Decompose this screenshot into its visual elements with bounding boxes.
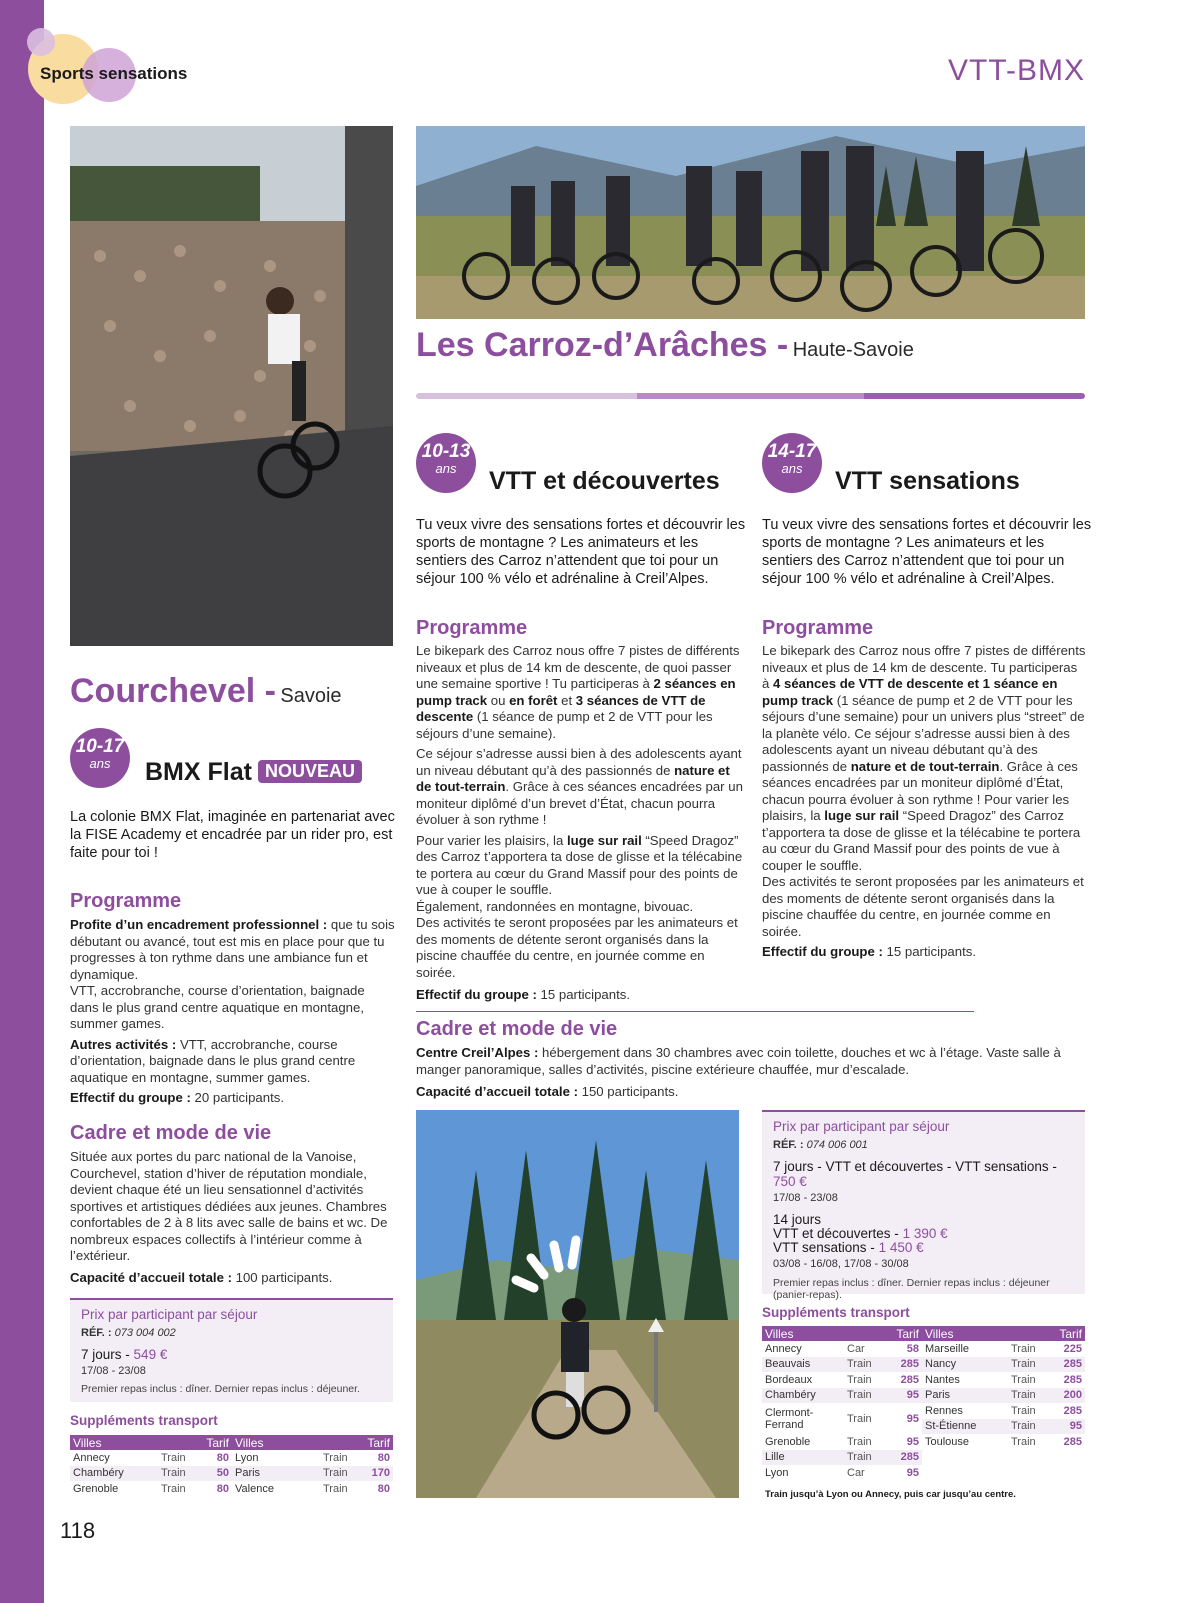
transport-title: Suppléments transport <box>70 1413 218 1428</box>
camp-title-vtt-sensations: VTT sensations <box>835 467 1020 495</box>
price-dates: 17/08 - 23/08 <box>81 1365 146 1377</box>
side-color-band <box>0 0 44 1603</box>
col-header: Villes <box>232 1435 320 1450</box>
col-header: Tarif <box>360 1435 393 1450</box>
col-header: Tarif <box>1048 1326 1085 1341</box>
table-row: Grenoble Train 95 Toulouse Train 285 <box>765 1435 1082 1448</box>
nouveau-badge: NOUVEAU <box>258 760 362 783</box>
col-header: Tarif <box>198 1435 232 1450</box>
transport-title: Suppléments transport <box>762 1305 910 1320</box>
table-row: Bordeaux Train 285 Nantes Train 285 <box>765 1373 1082 1386</box>
carroz-heading <box>416 326 914 365</box>
table-row: Chambéry Train 95 Paris Train 200 <box>762 1388 1085 1404</box>
transport-footnote: Train jusqu’à Lyon ou Annecy, puis car jusqu’au centre. <box>765 1489 1016 1500</box>
cadre-heading: Cadre et mode de vie <box>70 1122 272 1144</box>
price-title: Prix par participant par séjour <box>773 1119 950 1134</box>
age-badge-10-13 <box>416 433 476 493</box>
camp-intro: La colonie BMX Flat, imaginée en partenariat avec la FISE Academy et encadrée par un rider pro, est faite pour toi ! <box>70 809 395 861</box>
programme-heading: Programme <box>762 617 874 639</box>
table-row: St-Étienne Train 95 <box>762 1419 1085 1435</box>
price-7-days: 7 jours - VTT et découvertes - VTT sensations - 750 € <box>773 1159 1057 1189</box>
price-7-days: 7 jours - 549 € <box>81 1347 168 1362</box>
price-ref: RÉF. : 073 004 002 <box>81 1327 176 1339</box>
courchevel-price-box <box>70 1298 393 1402</box>
programme-heading: Programme <box>416 617 528 639</box>
carroz-group-photo <box>416 126 1085 319</box>
age-range: 10-13 <box>421 441 471 462</box>
price-ref: RÉF. : 074 006 001 <box>773 1139 868 1151</box>
cadre-text: Située aux portes du parc national de la Vanoise, Courchevel, station d’hiver de réputation mondiale, devient chaque été un lieu sensationnel d’activités sportives et artistiques dédiées aux jeunes. Chambres confortables de 2 à 8 lits avec salle de bains et wc. De nombreux espaces collectifs à l’intérieur comme à l’extérieur. Capacité d’accueil totale : 100 participants. <box>70 1149 388 1285</box>
downhill-rider-photo <box>416 1110 739 1498</box>
page-number: 118 <box>60 1518 96 1543</box>
age-badge-10-17 <box>70 728 130 788</box>
col-header: Villes <box>762 1326 844 1341</box>
table-row: Lille Train 285 <box>762 1450 1085 1466</box>
price-dates: 03/08 - 16/08, 17/08 - 30/08 <box>773 1258 909 1270</box>
table-row: Lyon Car 95 <box>765 1466 919 1479</box>
bmx-rider-photo <box>70 126 393 646</box>
courchevel-region: Savoie <box>280 685 342 707</box>
cadre-heading: Cadre et mode de vie <box>416 1018 618 1040</box>
price-note: Premier repas inclus : dîner. Dernier repas inclus : déjeuner (panier-repas). <box>773 1277 1050 1301</box>
programme-text: Profite d’un encadrement professionnel : que tu sois débutant ou avancé, tout est mis en place pour que tu progresses à ton rythme dans une ambiance fun et dynamique. VTT, accrobranche, course d’orientation, baignade dans le plus grand centre aquatique en montagne, summer games. Autres activités : VTT, accrobranche, course d’orientation, baignade dans le plus grand centre aquatique en montagne, summer games. Effectif du groupe : 20 participants. <box>70 917 395 1105</box>
programme-text: Le bikepark des Carroz nous offre 7 pistes de différents niveaux et plus de 14 km de descente. Tu participeras à 4 séances de VTT de descente et 1 séance en pump track (1 séance de pump et 2 de VTT pour les séjours d’une semaine) pour un univers plus “street” de la planète vélo. Ce séjour s’adresse aussi bien à des adolescents ayant un niveau débutant qu’à des passionnés de nature et de tout-terrain. Grâce à ces séances encadrées par un moniteur diplômé d’État, chacun pourra évoluer à son rythme ! Pour varier les plaisirs, la luge sur rail “Speed Dragoz” des Carroz t’apportera ta dose de glisse et la télécabine te portera au cœur du Grand Massif pour des points de vue à couper le souffle. Des activités te seront proposées par les animateurs et des moments de détente seront organisés dans la piscine chauffée du centre, en journée comme en soirée. Effectif du groupe : 15 participants. <box>762 643 1086 959</box>
age-range: 14-17 <box>767 441 817 462</box>
cadre-divider <box>416 1011 974 1012</box>
programme-heading: Programme <box>70 890 182 912</box>
col-header: Villes <box>922 1326 1008 1341</box>
programme-text: Le bikepark des Carroz nous offre 7 pistes de différents niveaux et plus de 14 km de descente, de quoi passer une semaine sportive ! Tu participeras à 2 séances en pump track ou en forêt et 3 séances de VTT de descente (1 séance de pump et 2 de VTT pour les séjours d’une semaine). Ce séjour s’adresse aussi bien à des adolescents ayant un niveau débutant qu’à des passionnés de nature et de tout-terrain. Grâce à ces séances encadrées par un moniteur diplômé d’un brevet d’État, chacun pourra évoluer à son rythme ! Pour varier les plaisirs, la luge sur rail “Speed Dragoz” des Carroz t’apportera ta dose de glisse et la télécabine te portera au cœur du Grand Massif pour des points de vue à couper le souffle. Également, randonnées en montagne, bivouac. Des activités te seront proposées par les animateurs et des moments de détente seront organisés dans la piscine chauffée du centre, en journée comme en soirée. Effectif du groupe : 15 participants. <box>416 643 743 1002</box>
col-header: Tarif <box>884 1326 922 1341</box>
courchevel-heading <box>70 672 342 711</box>
carroz-transport-table <box>762 1326 1085 1481</box>
price-dates: 17/08 - 23/08 <box>773 1192 838 1204</box>
cadre-text: Centre Creil’Alpes : hébergement dans 30 chambres avec coin toilette, douches et wc à l’étage. Vaste salle à manger panoramique, salles d’activités, piscine extérieure chauffée, mur d’escalade. Capacité d’accueil totale : 150 participants. <box>416 1045 1061 1099</box>
age-badge-14-17 <box>762 433 822 493</box>
courchevel-transport-table <box>70 1435 393 1497</box>
courchevel-place: Courchevel - <box>70 672 276 710</box>
price-14-days: 14 jours VTT et découvertes - 1 390 € VTT sensations - 1 450 € <box>773 1212 948 1255</box>
page-title: VTT-BMX <box>947 54 1085 87</box>
section-tag: Sports sensations <box>40 64 188 83</box>
table-row: Clermont-Ferrand Train 95 Rennes Train 285 <box>765 1404 1082 1431</box>
table-row: Grenoble Train 80 Valence Train 80 <box>73 1482 390 1495</box>
age-range: 10-17 <box>75 736 125 757</box>
carroz-place: Les Carroz-d’Arâches - <box>416 326 789 364</box>
carroz-region: Haute-Savoie <box>792 339 914 361</box>
carroz-price-box <box>762 1110 1085 1301</box>
price-note: Premier repas inclus : dîner. Dernier repas inclus : déjeuner. <box>81 1383 360 1395</box>
col-header: Villes <box>70 1435 158 1450</box>
section-divider <box>416 393 1085 399</box>
price-title: Prix par participant par séjour <box>81 1307 258 1322</box>
age-unit: ans <box>781 461 803 476</box>
table-row: Beauvais Train 285 Nancy Train 285 <box>762 1357 1085 1373</box>
camp-title-vtt-decouvertes: VTT et découvertes <box>489 467 720 495</box>
table-row: Annecy Car 58 Marseille Train 225 <box>765 1342 1082 1355</box>
table-row: Chambéry Train 50 Paris Train 170 <box>70 1466 393 1482</box>
camp-intro: Tu veux vivre des sensations fortes et découvrir les sports de montagne ? Les animateurs et les sentiers des Carroz n’attendent que toi pour un séjour 100 % vélo et adrénaline à Creil’Alpes. <box>762 517 1092 587</box>
camp-intro: Tu veux vivre des sensations fortes et découvrir les sports de montagne ? Les animateurs et les sentiers des Carroz n’attendent que toi pour un séjour 100 % vélo et adrénaline à Creil’Alpes. <box>416 517 746 587</box>
age-unit: ans <box>89 756 111 771</box>
age-unit: ans <box>435 461 457 476</box>
camp-title-bmx-flat: BMX Flat NOUVEAU <box>145 758 362 787</box>
table-row: Annecy Train 80 Lyon Train 80 <box>73 1451 390 1464</box>
